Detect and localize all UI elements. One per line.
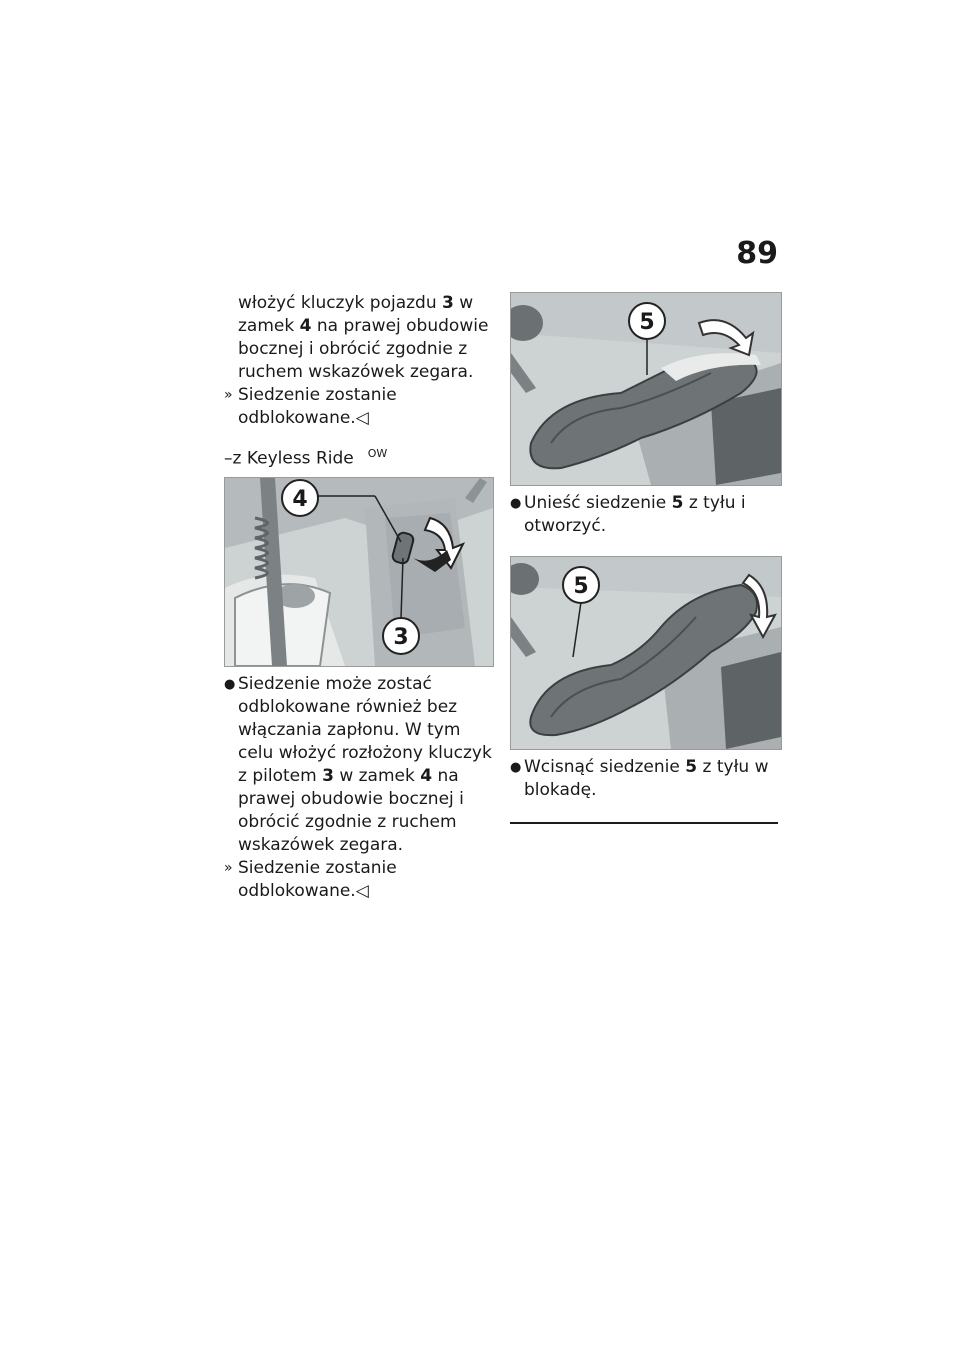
result-line-1 [224,384,494,430]
callout-ref-3: 3 [442,293,454,313]
callout-ref-5: 5 [671,493,684,513]
intro-paragraph: włożyć kluczyk pojazdu 3 w zamek 4 na prawej obudowie bocznej i obrócić zgodnie z ruchem wskazówek zegara. [238,293,489,382]
bullet-item [510,492,782,538]
figure-callout-4: 4 [292,486,308,512]
result-marker: » [224,387,233,403]
result-marker: » [224,859,233,876]
section-heading: –z Keyless Ride $^{OW}$ [224,447,388,469]
section-end-rule [510,822,778,824]
callout-ref-4: 4 [420,765,433,786]
right-column [510,292,782,824]
bullet-marker: ● [224,676,236,692]
bullet-marker: ● [510,760,522,775]
key-lock-figure [224,477,494,667]
figure-callout-5: 5 [639,310,655,335]
page-number: 89 [736,236,778,271]
bullet-item [510,756,782,802]
callout-ref-5: 5 [685,757,698,777]
left-column [224,292,494,903]
seat-close-illustration [511,557,781,749]
bullet-text: Siedzenie może zostać odblokowane również bez włączania zapłonu. W tym celu włożyć rozłożony kluczyk z pilotem 3 w zamek 4 na prawej obudowie bocznej i obrócić zgodnie z ruchem wskazówek zegara. [238,673,492,855]
figure-callout-5: 5 [573,574,589,599]
bullet-text: Unieść siedzenie 5 z tyłu i otworzyć. [524,493,746,536]
seat-open-figure [510,292,782,486]
bullet-item [224,673,494,857]
seat-close-figure [510,556,782,750]
seat-open-illustration [511,293,781,485]
callout-ref-4: 4 [299,316,312,336]
result-line-2 [224,857,494,903]
result-text: Siedzenie zostanie odblokowane.◁ [238,385,397,428]
bullet-marker: ● [510,496,522,511]
result-text: Siedzenie zostanie odblokowane.◁ [238,857,397,901]
callout-ref-3: 3 [322,765,334,786]
bullet-text: Wcisnąć siedzenie 5 z tyłu w blokadę. [524,757,769,800]
figure-callout-3: 3 [393,624,409,650]
option-badge: OW [367,447,388,460]
key-lock-illustration [225,478,493,666]
